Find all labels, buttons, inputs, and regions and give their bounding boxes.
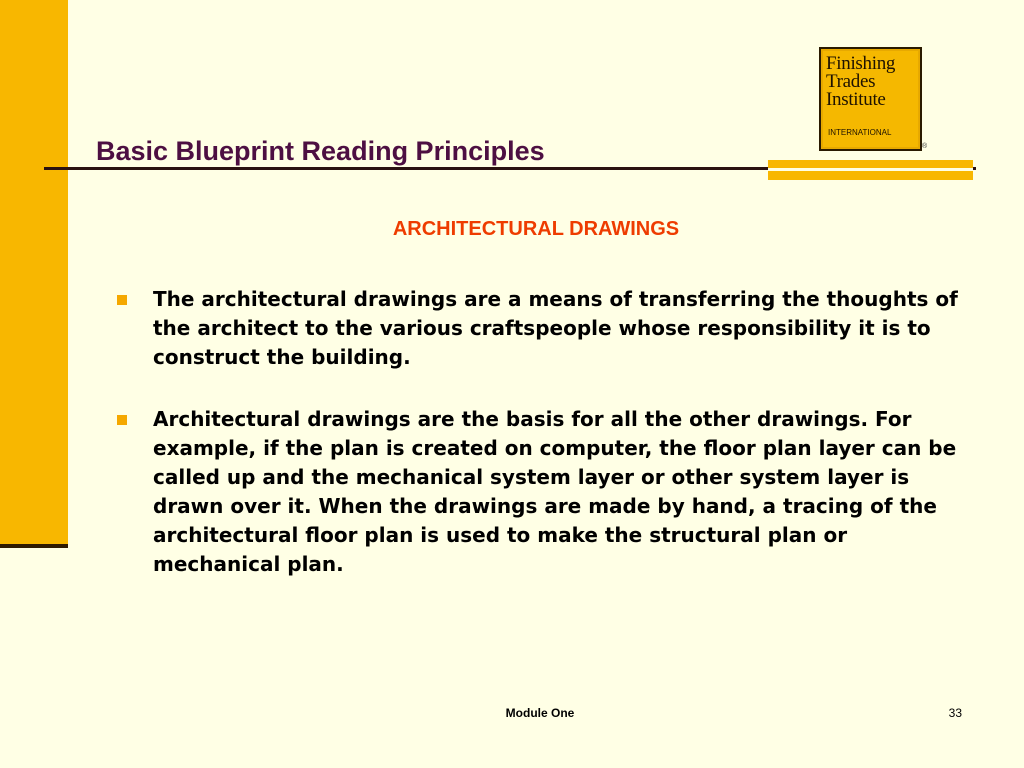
logo-line-2: Trades (826, 71, 876, 92)
bullet-text: Architectural drawings are the basis for all the other drawings. For example, if the plan is created on computer, the floor plan layer can be called up and the mechanical system layer or other system layer is drawn over it. When the drawings are made by hand, a tracing of the architectural floor plan is used to make the structural plan or mechanical plan. (153, 407, 957, 576)
footer-module-label: Module One (505, 706, 575, 720)
slide-subheading: ARCHITECTURAL DRAWINGS (392, 218, 680, 240)
bullet-item (117, 405, 967, 579)
bullet-item (117, 285, 967, 372)
square-bullet-icon (117, 295, 127, 305)
slide-title: Basic Blueprint Reading Principles (96, 136, 545, 166)
left-accent-bar (0, 0, 68, 545)
logo-subtitle: INTERNATIONAL (828, 128, 892, 137)
left-accent-rule (0, 544, 68, 548)
bullet-text: The architectural drawings are a means of transferring the thoughts of the architect to the various craftspeople whose responsibility it is to construct the building. (153, 287, 958, 369)
square-bullet-icon (117, 415, 127, 425)
institute-logo (819, 47, 922, 151)
logo-line-1: Finishing (826, 53, 896, 74)
title-accent-bar (768, 160, 973, 180)
logo-line-3: Institute (826, 89, 886, 110)
registered-mark: ® (922, 143, 928, 150)
page-number: 33 (948, 706, 962, 720)
bullet-list (117, 285, 967, 612)
